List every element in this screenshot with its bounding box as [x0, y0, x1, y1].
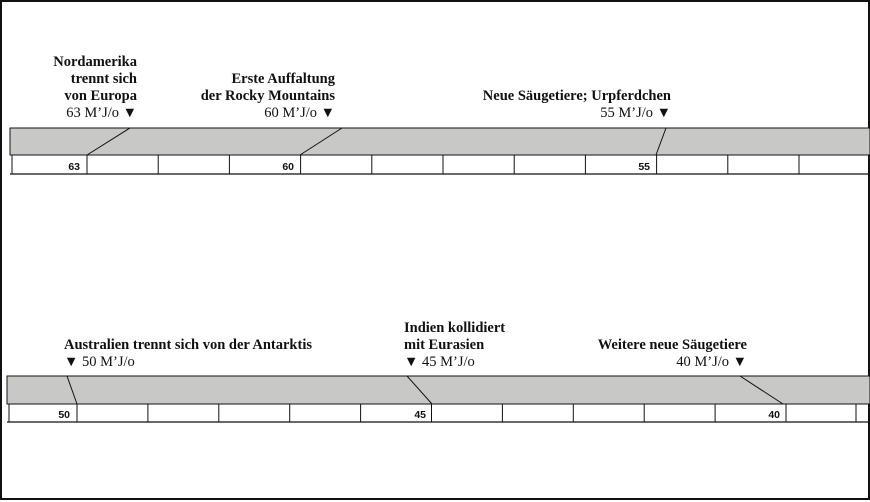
triangle-down-icon: ▼	[656, 105, 671, 121]
event-date: 40 M’J/o	[676, 354, 730, 370]
tick-label: 50	[58, 409, 70, 421]
event-title-line: Nordamerika	[53, 54, 137, 70]
time-band	[10, 128, 870, 155]
tick-label: 40	[768, 409, 780, 421]
time-band	[7, 376, 870, 404]
event-date: 45 M’J/o	[421, 354, 475, 370]
event-title-line: von Europa	[64, 88, 137, 104]
event-new-mammals-eohippus	[483, 88, 671, 122]
triangle-down-icon: ▼	[404, 354, 419, 370]
tick-label: 55	[638, 161, 650, 173]
event-title-line: der Rocky Mountains	[200, 88, 335, 104]
event-date: 50 M’J/o	[81, 354, 135, 370]
triangle-down-icon: ▼	[64, 354, 79, 370]
event-title-line: mit Eurasien	[404, 337, 485, 353]
tick-label: 45	[414, 409, 426, 421]
tick-label: 60	[282, 161, 294, 173]
event-title-line: Weitere neue Säugetiere	[597, 337, 747, 353]
event-more-new-mammals	[598, 337, 747, 371]
triangle-down-icon: ▼	[732, 354, 747, 370]
triangle-down-icon: ▼	[122, 105, 137, 121]
event-rocky-mountains	[201, 71, 335, 122]
event-title-line: Neue Säugetiere; Urpferdchen	[482, 88, 671, 104]
event-title-line: trennt sich	[70, 71, 137, 87]
event-date: 60 M’J/o	[264, 105, 318, 121]
event-title-line: Australien trennt sich von der Antarktis	[64, 337, 312, 353]
event-date: 63 M’J/o	[66, 105, 120, 121]
event-title-line: Erste Auffaltung	[231, 71, 335, 87]
tick-label: 63	[68, 161, 80, 173]
triangle-down-icon: ▼	[320, 105, 335, 121]
event-date: 55 M’J/o	[600, 105, 654, 121]
event-title-line: Indien kollidiert	[404, 320, 506, 336]
event-india-collides	[404, 320, 505, 371]
event-north-america-splits	[53, 54, 137, 122]
event-australia-splits	[64, 337, 312, 371]
